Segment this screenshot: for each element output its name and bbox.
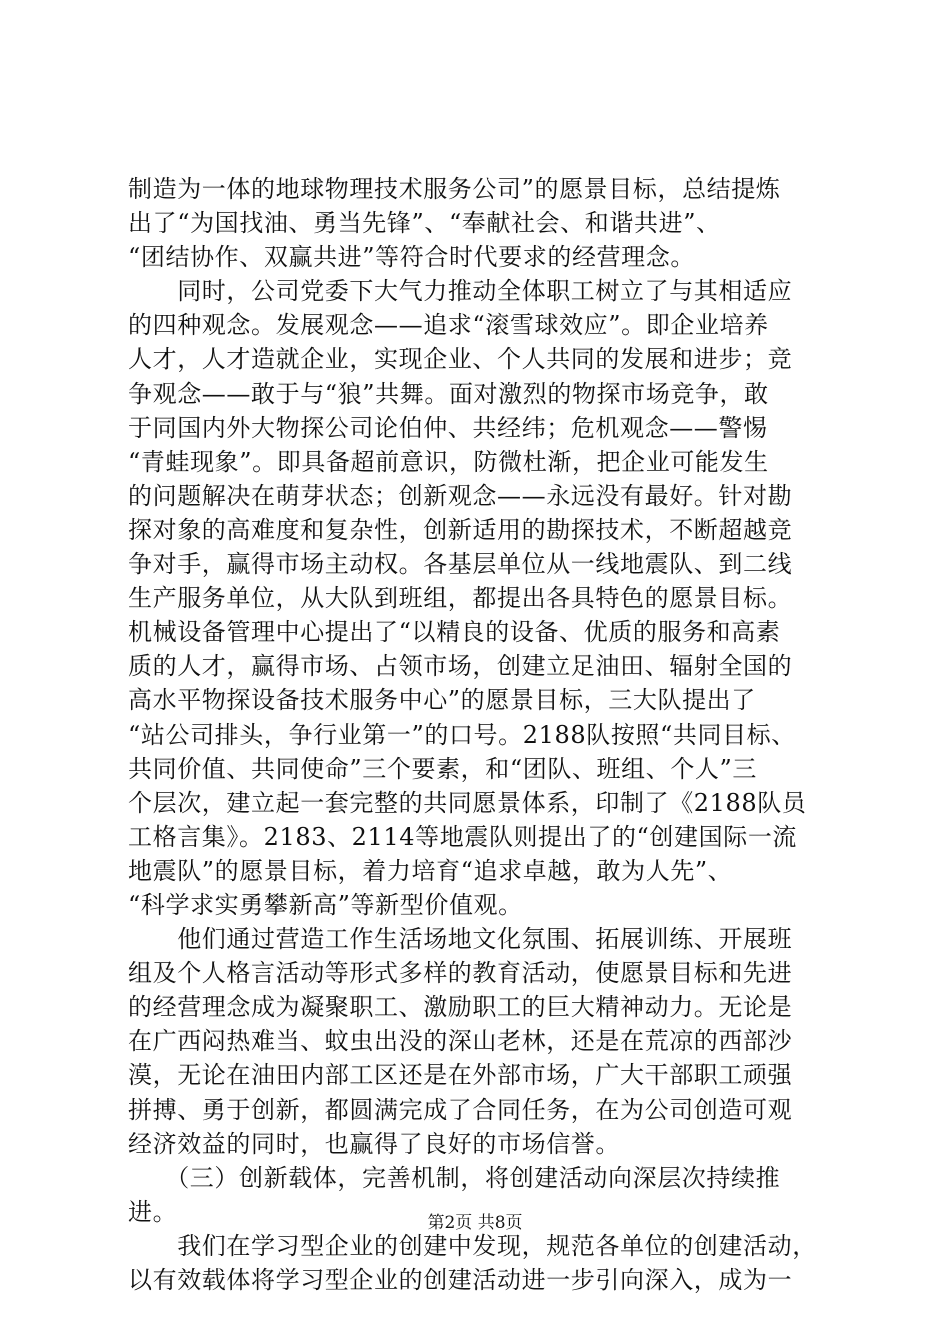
text-line: 在广西闷热难当、蚊虫出没的深山老林，还是在荒凉的西部沙	[128, 1027, 793, 1056]
text-line: 个层次，建立起一套完整的共同愿景体系，印制了《2188队员	[128, 788, 807, 817]
text-line: 共同价值、共同使命”三个要素，和“团队、班组、个人”三	[128, 754, 758, 783]
text-line: 漠，无论在油田内部工区还是在外部市场，广大干部职工顽强	[128, 1061, 793, 1090]
text-line: 人才，人才造就企业，实现企业、个人共同的发展和进步；竞	[128, 345, 793, 374]
text-line: “科学求实勇攀新高”等新型价值观。	[128, 890, 523, 919]
text-line: 拼搏、勇于创新，都圆满完成了合同任务，在为公司创造可观	[128, 1095, 793, 1124]
text-line: 工格言集》。2183、2114等地震队则提出了的“创建国际一流	[128, 822, 798, 851]
text-line: 生产服务单位，从大队到班组，都提出各具特色的愿景目标。	[128, 584, 793, 613]
text-line: 进。	[128, 1197, 178, 1226]
text-line: 的四种观念。发展观念——追求“滚雪球效应”。即企业培养	[128, 311, 769, 340]
text-line: 争对手，赢得市场主动权。各基层单位从一线地震队、到二线	[128, 550, 793, 579]
body-text	[128, 172, 828, 1297]
text-line: 出了“为国找油、勇当先锋”、“奉献社会、和谐共进”、	[128, 209, 721, 238]
text-line: 地震队”的愿景目标，着力培育“追求卓越，敢为人先”、	[128, 856, 733, 885]
text-line: 的经营理念成为凝聚职工、激励职工的巨大精神动力。无论是	[128, 993, 793, 1022]
text-line: 机械设备管理中心提出了“以精良的设备、优质的服务和高素	[128, 618, 781, 647]
text-line: （三）创新载体，完善机制，将创建活动向深层次持续推	[128, 1163, 781, 1192]
text-line: 于同国内外大物探公司论伯仲、共经纬；危机观念——警惕	[128, 413, 768, 442]
page-number-footer: 第2页 共8页	[427, 1213, 523, 1233]
text-line: 的问题解决在萌芽状态；创新观念——永远没有最好。针对勘	[128, 481, 793, 510]
text-line: “站公司排头，争行业第一”的口号。2188队按照“共同目标、	[128, 720, 796, 749]
text-line: 探对象的高难度和复杂性，创新适用的勘探技术，不断超越竞	[128, 515, 793, 544]
text-line: 组及个人格言活动等形式多样的教育活动，使愿景目标和先进	[128, 959, 793, 988]
text-line: 经济效益的同时，也赢得了良好的市场信誉。	[128, 1129, 620, 1158]
text-line: “青蛙现象”。即具备超前意识，防微杜渐，把企业可能发生	[128, 447, 769, 476]
text-line: 以有效载体将学习型企业的创建活动进一步引向深入，成为一	[128, 1266, 793, 1294]
text-line: 质的人才，赢得市场、占领市场，创建立足油田、辐射全国的	[128, 652, 793, 681]
text-line: “团结协作、双赢共进”等符合时代要求的经营理念。	[128, 243, 695, 272]
text-line: 他们通过营造工作生活场地文化氛围、拓展训练、开展班	[128, 925, 793, 954]
text-line: 制造为一体的地球物理技术服务公司”的愿景目标，总结提炼	[128, 175, 781, 203]
text-line: 同时，公司党委下大气力推动全体职工树立了与其相适应	[128, 277, 793, 306]
text-line: 争观念——敢于与“狼”共舞。面对激烈的物探市场竞争，敢	[128, 379, 769, 408]
text-line: 我们在学习型企业的创建中发现，规范各单位的创建活动，	[128, 1231, 817, 1260]
text-line: 高水平物探设备技术服务中心”的愿景目标，三大队提出了	[128, 686, 756, 715]
